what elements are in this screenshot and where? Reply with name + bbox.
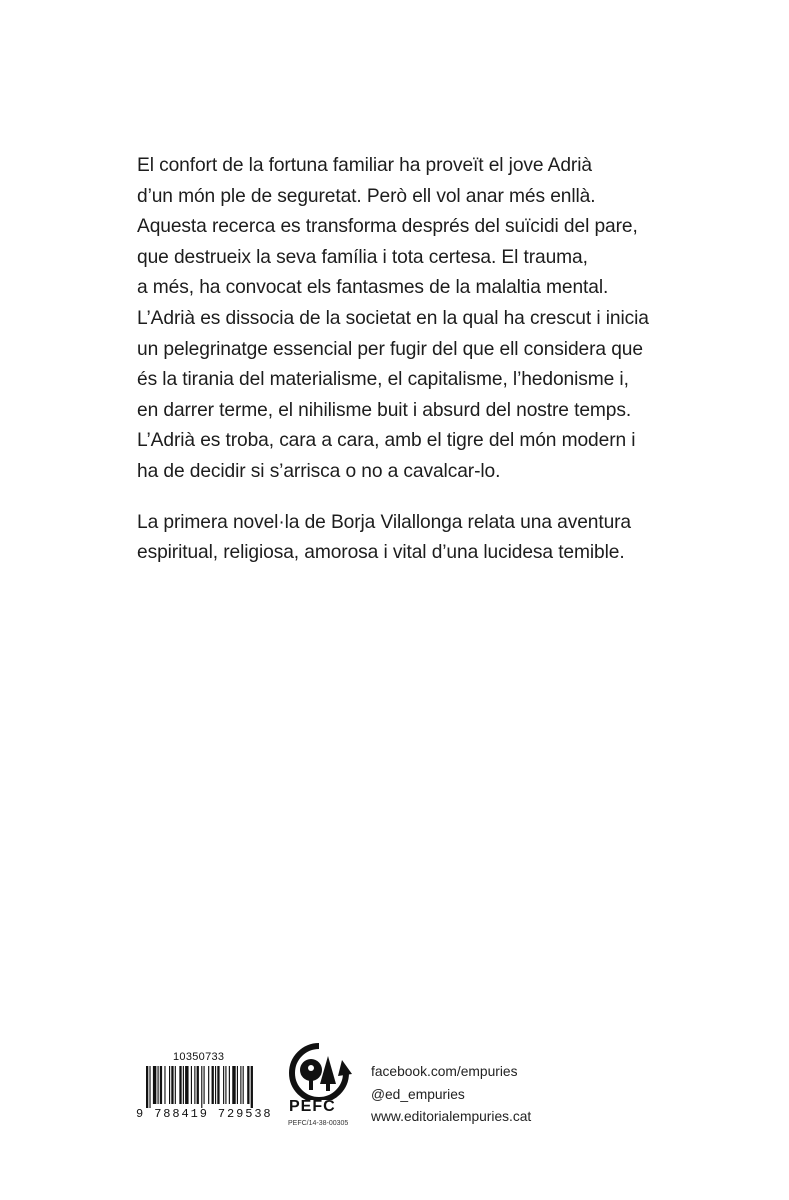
- social-handle[interactable]: @ed_empuries: [371, 1086, 465, 1102]
- blurb-line: La primera novel·la de Borja Vilallonga relata una aventura: [137, 511, 631, 533]
- blurb-line: és la tirania del materialisme, el capitalisme, l’hedonisme i,: [137, 369, 629, 391]
- website-link[interactable]: www.editorialempuries.cat: [371, 1109, 532, 1124]
- isbn-barcode: [136, 1051, 281, 1127]
- blurb-line: d’un món ple de seguretat. Però ell vol anar més enllà.: [137, 185, 596, 207]
- pefc-logo: [284, 1040, 360, 1130]
- blurb-line: ha de decidir si s’arrisca o no a cavalcar-lo.: [137, 460, 501, 482]
- facebook-link[interactable]: facebook.com/empuries: [371, 1064, 518, 1079]
- blurb-line: que destrueix la seva família i tota certesa. El trauma,: [137, 246, 588, 268]
- blurb-line: un pelegrinatge essencial per fugir del que ell considera que: [137, 338, 643, 360]
- blurb-text: [137, 151, 677, 589]
- blurb-line: El confort de la fortuna familiar ha proveït el jove Adrià: [137, 155, 592, 176]
- blurb-line: L’Adrià es dissocia de la societat en la qual ha crescut i inicia: [137, 307, 649, 329]
- pefc-tree-icon: [284, 1040, 354, 1100]
- isbn-number: 9 788419 729538: [136, 1107, 273, 1121]
- blurb-paragraph-2: [137, 508, 677, 569]
- barcode-icon: [136, 1066, 281, 1108]
- pefc-label: PEFC: [289, 1098, 336, 1115]
- blurb-line: espiritual, religiosa, amorosa i vital d’una lucidesa temible.: [137, 542, 625, 564]
- barcode-internal-code: 10350733: [173, 1051, 225, 1063]
- blurb-line: L’Adrià es troba, cara a cara, amb el tigre del món modern i: [137, 430, 636, 452]
- blurb-line: en darrer terme, el nihilisme buit i absurd del nostre temps.: [137, 399, 632, 421]
- pefc-certificate: PEFC/14-38-00305: [288, 1120, 349, 1127]
- blurb-line: a més, ha convocat els fantasmes de la malaltia mental.: [137, 277, 609, 299]
- publisher-links: [371, 1061, 531, 1129]
- blurb-line: Aquesta recerca es transforma després del suïcidi del pare,: [137, 216, 638, 238]
- blurb-paragraph-1: [137, 151, 677, 488]
